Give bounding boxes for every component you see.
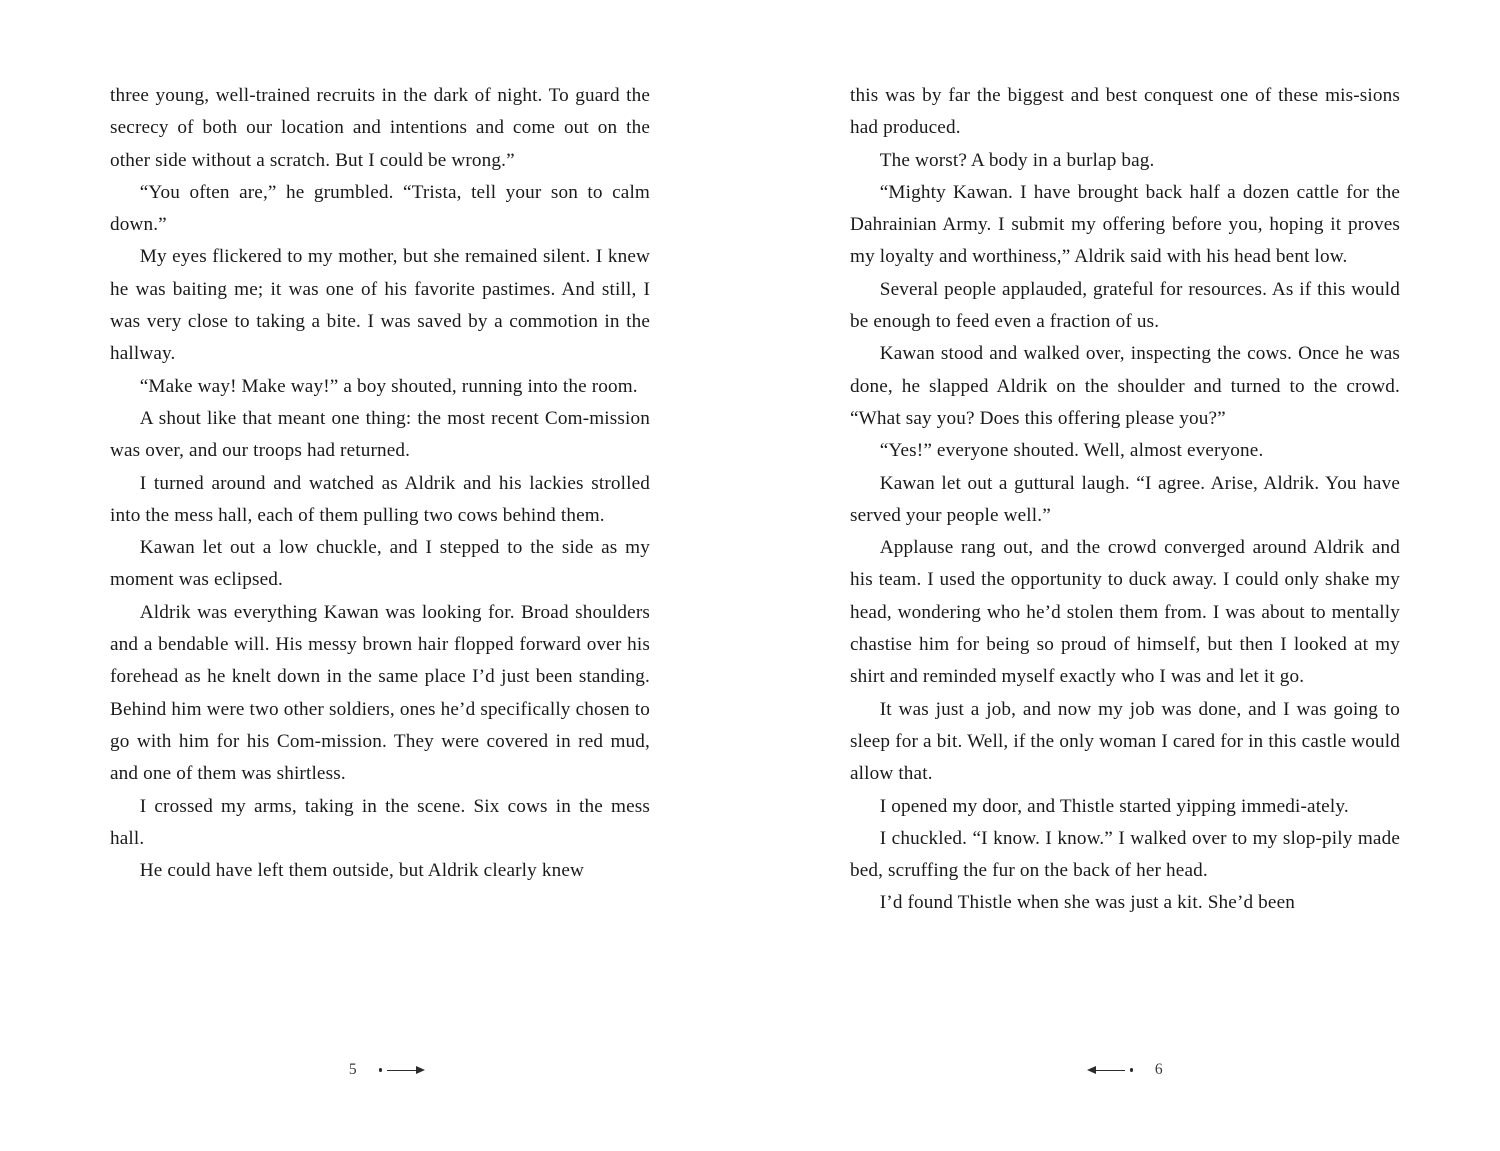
paragraph: He could have left them outside, but Aldrik clearly knew [139,860,585,882]
page-number: 5 [348,1061,358,1078]
arrow-left-ornament-icon [1087,1065,1139,1075]
arrow-right-ornament-icon [373,1065,425,1075]
left-page-footer [0,1061,762,1079]
paragraph: three young, well-trained recruits in the dark of night. To guard the secrecy of both our location and intentions and come out on the other side without a scratch. But I could be wrong.” [110,85,650,171]
right-page-text-column [850,80,1400,920]
paragraph: I chuckled. “I know. I know.” I walked over to my slop-pily made bed, scruffing the fur on the back of her head. [850,827,1400,882]
paragraph: Aldrik was everything Kawan was looking for. Broad shoulders and a bendable will. His messy brown hair flopped forward over his forehead as he knelt down in the same place I’d just been standing. Behind him were two other soldiers, ones he’d specifically chosen to go with him for his Com-mission. They were covered in red mud, and one of them was shirtless. [110,601,650,785]
paragraph: Kawan stood and walked over, inspecting the cows. Once he was done, he slapped Aldrik on the shoulder and turned to the crowd. “What say you? Does this offering please you?” [850,343,1400,429]
paragraph: I turned around and watched as Aldrik and his lackies strolled into the mess hall, each of them pulling two cows behind them. [110,472,650,526]
paragraph: this was by far the biggest and best conquest one of these mis-sions had produced. [850,85,1400,139]
paragraph: Applause rang out, and the crowd converged around Aldrik and his team. I used the opportunity to duck away. I could only shake my head, wondering who he’d stolen them from. I was about to mentally chastise him for being so proud of himself, but then I looked at my shirt and reminded myself exactly who I was and let it go. [850,537,1400,688]
right-page [750,0,1500,1151]
paragraph: The worst? A body in a burlap bag. [879,149,1155,171]
paragraph: “Yes!” everyone shouted. Well, almost everyone. [879,440,1264,462]
right-page-footer [750,1061,1500,1079]
paragraph: I opened my door, and Thistle started yipping immedi-ately. [879,795,1349,817]
paragraph: “You often are,” he grumbled. “Trista, tell your son to calm down.” [110,181,650,236]
paragraph: I crossed my arms, taking in the scene. Six cows in the mess hall. [110,795,650,849]
page-number: 6 [1154,1061,1164,1078]
paragraph: A shout like that meant one thing: the most recent Com-mission was over, and our troops had returned. [110,407,650,462]
paragraph: “Mighty Kawan. I have brought back half a dozen cattle for the Dahrainian Army. I submit my offering before you, hoping it proves my loyalty and worthiness,” Aldrik said with his head bent low. [850,181,1400,268]
paragraph: “Make way! Make way!” a boy shouted, running into the room. [139,375,638,397]
paragraph: My eyes flickered to my mother, but she remained silent. I knew he was baiting me; it was one of his favorite pastimes. And still, I was very close to taking a bite. I was saved by a commotion in the hallway. [110,246,650,365]
paragraph: It was just a job, and now my job was done, and I was going to sleep for a bit. Well, if the only woman I cared for in this castle would allow that. [850,698,1400,785]
paragraph: Several people applauded, grateful for resources. As if this would be enough to feed even a fraction of us. [850,278,1400,333]
paragraph: Kawan let out a guttural laugh. “I agree. Arise, Aldrik. You have served your people well.” [850,472,1400,526]
left-page-text-column [110,80,650,887]
paragraph: I’d found Thistle when she was just a kit. She’d been [879,892,1296,914]
paragraph: Kawan let out a low chuckle, and I stepped to the side as my moment was eclipsed. [110,537,650,591]
